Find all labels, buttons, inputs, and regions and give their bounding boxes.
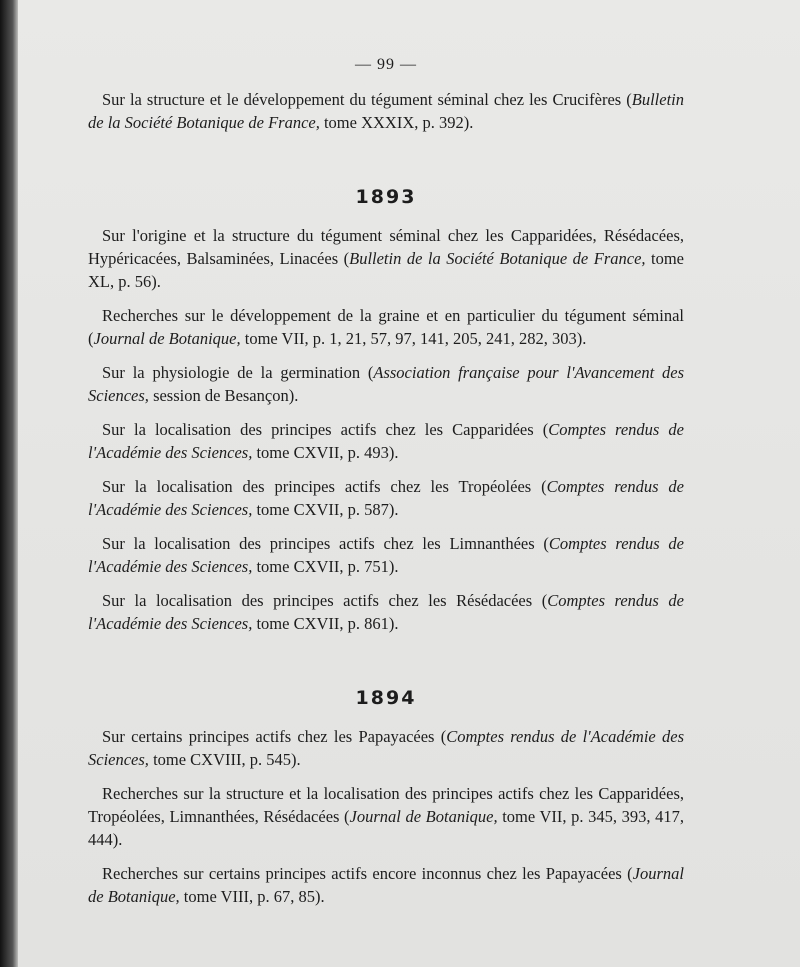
entry-reference: tome CXVII, p. 751).	[252, 557, 399, 576]
bibliography-entry	[88, 418, 684, 464]
bibliography-entry	[88, 725, 684, 771]
entry-text: Sur certains principes actifs chez les Papayacées (	[102, 727, 447, 746]
entry-source: Bulletin de la Société Botanique de France,	[88, 90, 684, 132]
entry-text: Sur la localisation des principes actifs chez les Limnanthées (	[102, 534, 549, 553]
entry-reference: tome VII, p. 1, 21, 57, 97, 141, 205, 241, 282, 303).	[240, 329, 587, 348]
entry-reference: tome VIII, p. 67, 85).	[179, 887, 325, 906]
page-content	[88, 56, 684, 919]
entry-reference: tome CXVII, p. 587).	[252, 500, 399, 519]
entry-text: Recherches sur certains principes actifs encore inconnus chez les Papayacées (	[102, 864, 633, 883]
entry-source: Journal de Botanique,	[88, 864, 684, 906]
entry-source: Comptes rendus de l'Académie des Sciences,	[88, 727, 684, 769]
bibliography-entry	[88, 88, 684, 134]
entry-source: Bulletin de la Société Botanique de France,	[349, 249, 646, 268]
entry-source: Comptes rendus de l'Académie des Sciences,	[88, 420, 684, 462]
entry-reference: tome XXXIX, p. 392).	[319, 113, 474, 132]
entry-source: Association française pour l'Avancement des Sciences,	[88, 363, 684, 405]
entry-text: Recherches sur la structure et la localisation des principes actifs chez les Capparidées, Tropéolées, Limnanthées, Résédacées (	[88, 784, 684, 826]
bibliography-entry	[88, 532, 684, 578]
entry-text: Sur la localisation des principes actifs chez les Tropéolées (	[102, 477, 547, 496]
bibliography-entry	[88, 475, 684, 521]
entry-text: Sur la localisation des principes actifs chez les Résédacées (	[102, 591, 548, 610]
entry-text: Sur l'origine et la structure du tégument séminal chez les Capparidées, Résédacées, Hypéricacées, Balsaminées, Linacées (	[88, 226, 684, 268]
entry-reference: session de Besançon).	[148, 386, 299, 405]
entry-reference: tome VII, p. 345, 393, 417, 444).	[88, 807, 684, 849]
entry-text: Recherches sur le développement de la graine et en particulier du tégument séminal (	[88, 306, 684, 348]
entry-source: Journal de Botanique,	[349, 807, 498, 826]
bibliography-entry	[88, 304, 684, 350]
entry-text: Sur la structure et le développement du tégument séminal chez les Crucifères (	[102, 90, 632, 109]
bibliography-entry	[88, 782, 684, 851]
entry-text: Sur la physiologie de la germination (	[102, 363, 374, 382]
entry-source: Journal de Botanique,	[93, 329, 241, 348]
bibliography-entry	[88, 862, 684, 908]
page-number: — 99 —	[355, 56, 417, 73]
entry-source: Comptes rendus de l'Académie des Sciences,	[88, 477, 684, 519]
entry-source: Comptes rendus de l'Académie des Sciences,	[88, 534, 684, 576]
bibliography-entry	[88, 361, 684, 407]
bibliography-entry	[88, 224, 684, 293]
entry-reference: tome CXVII, p. 493).	[252, 443, 399, 462]
book-page	[18, 0, 800, 967]
entry-reference: tome XL, p. 56).	[88, 249, 684, 291]
entry-text: Sur la localisation des principes actifs chez les Capparidées (	[102, 420, 549, 439]
entry-reference: tome CXVII, p. 861).	[252, 614, 399, 633]
year-heading: 1893	[355, 186, 417, 208]
bibliography-entry	[88, 589, 684, 635]
year-heading: 1894	[355, 687, 417, 709]
entry-source: Comptes rendus de l'Académie des Sciences,	[88, 591, 684, 633]
scan-margin-shadow	[0, 0, 18, 967]
entry-reference: tome CXVIII, p. 545).	[148, 750, 301, 769]
